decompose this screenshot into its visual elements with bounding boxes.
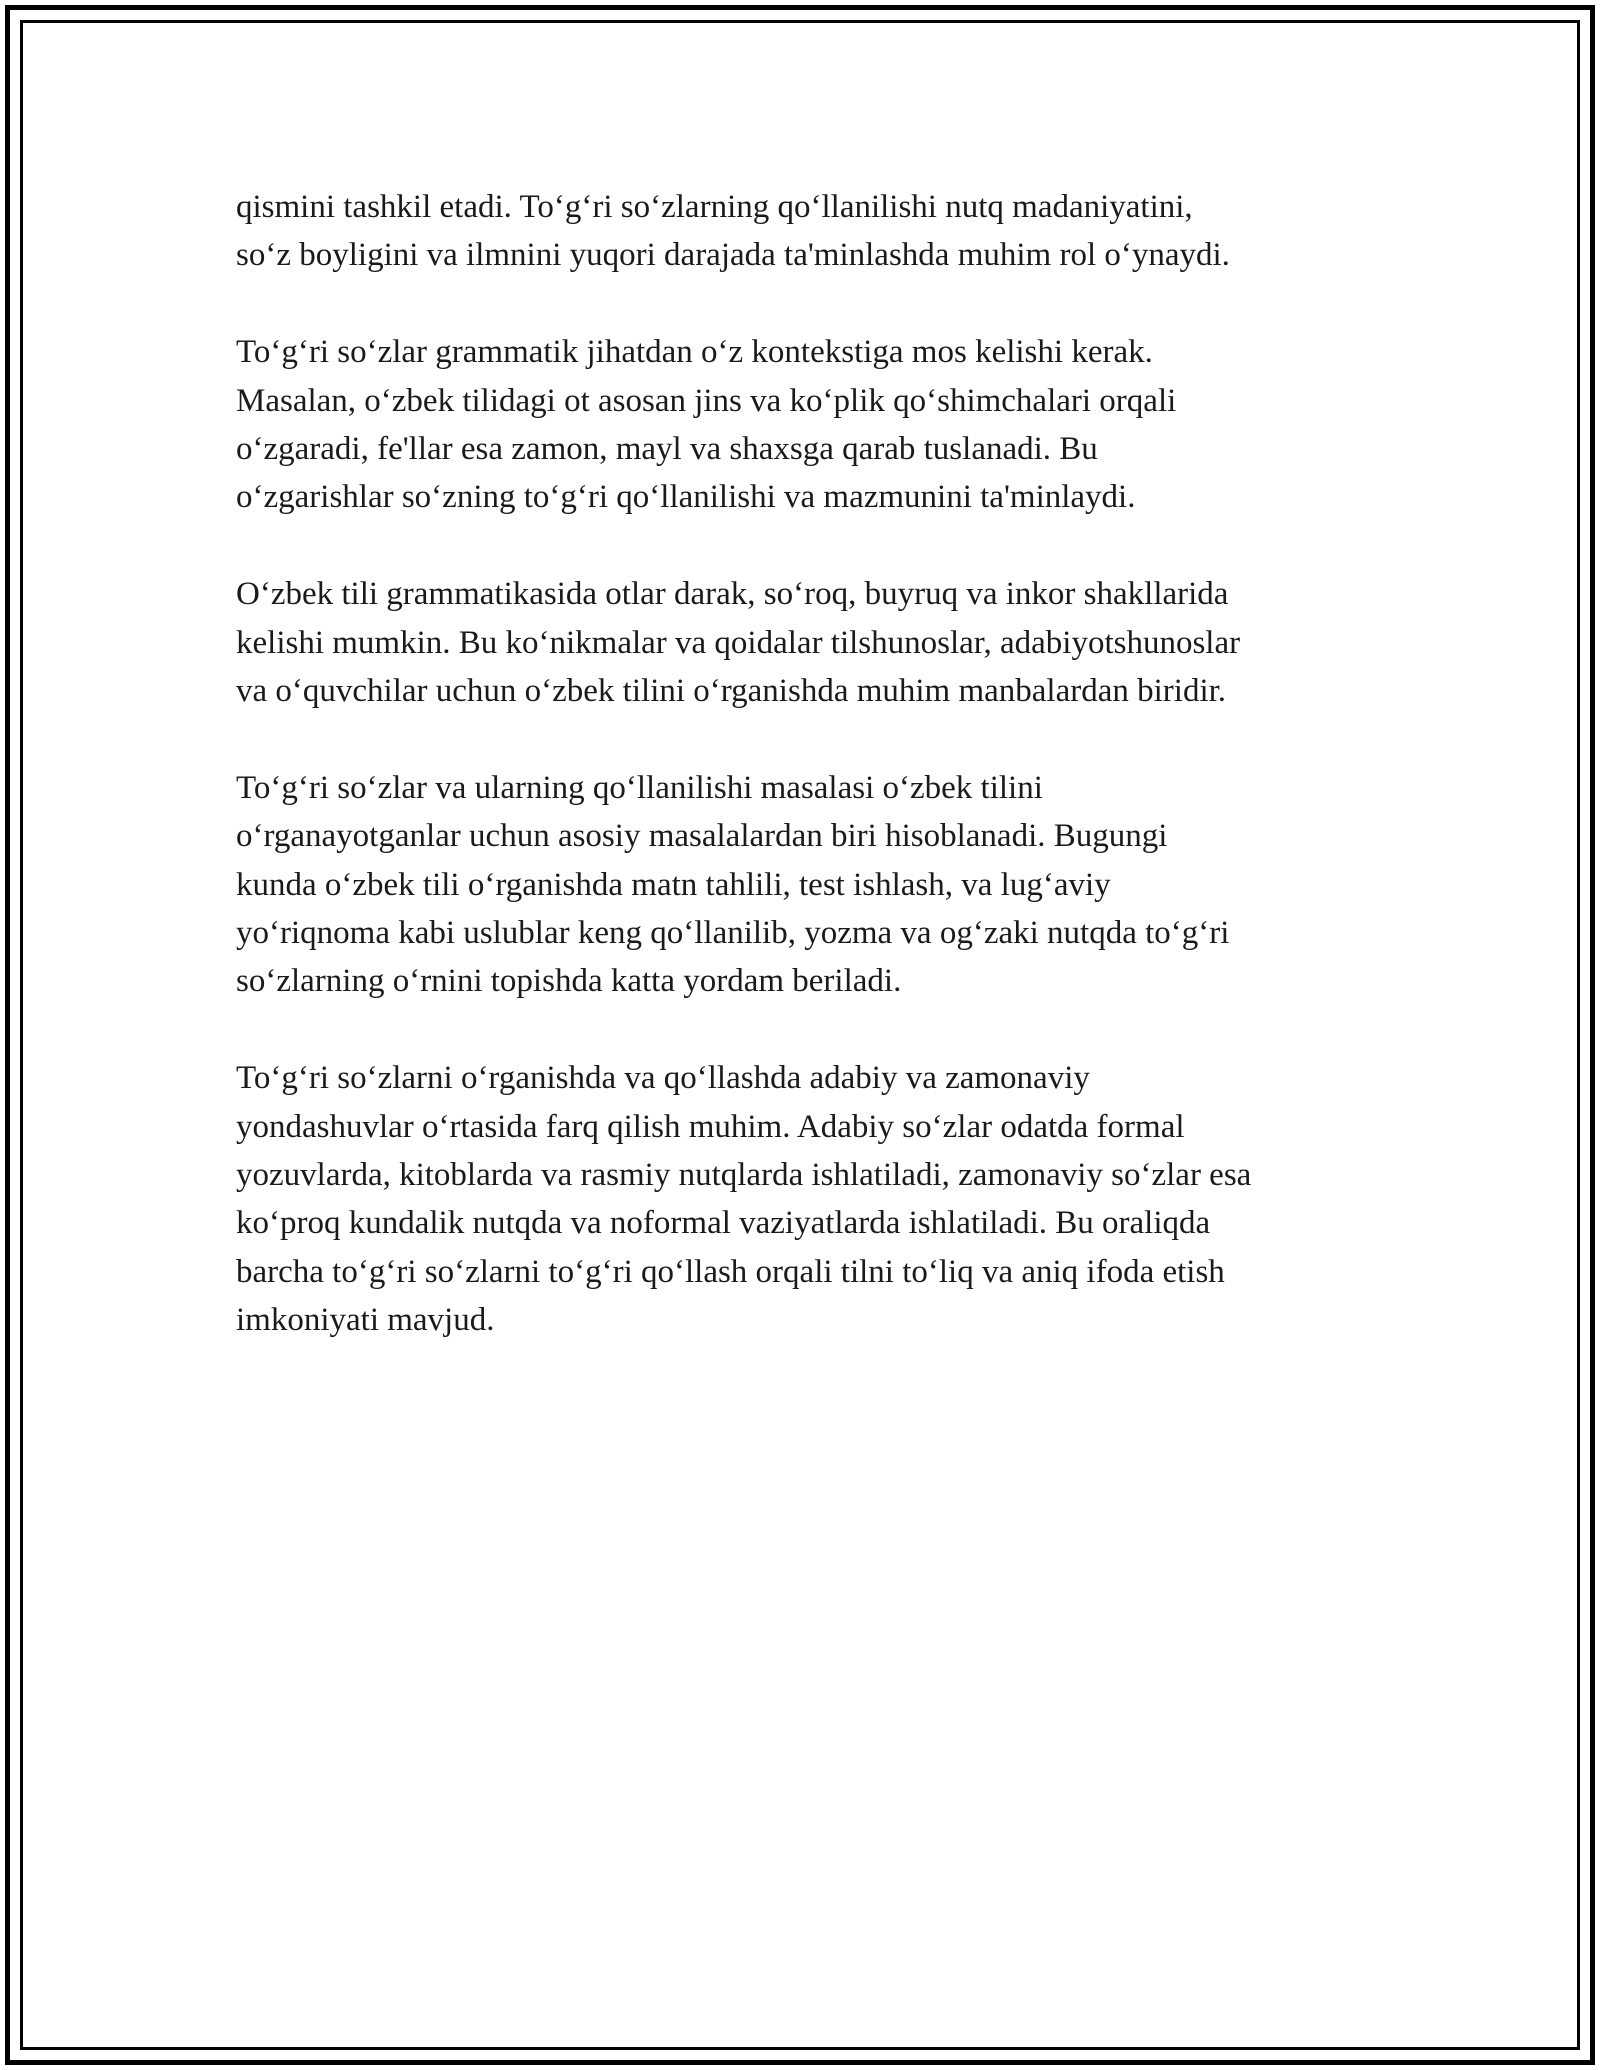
text-line: o‘rganayotganlar uchun asosiy masalalardan biri hisoblanadi. Bugungi xyxy=(236,818,1168,855)
text-line: imkoniyati mavjud. xyxy=(236,1302,495,1339)
paragraph xyxy=(236,328,1386,522)
paragraph xyxy=(236,570,1386,715)
paragraph xyxy=(236,764,1386,1006)
text-line: so‘z boyligini va ilmnini yuqori darajada ta'minlashda muhim rol o‘ynaydi. xyxy=(236,237,1230,274)
text-line: Masalan, o‘zbek tilidagi ot asosan jins va ko‘plik qo‘shimchalari orqali xyxy=(236,382,1177,419)
text-line: so‘zlarning o‘rnini topishda katta yordam beriladi. xyxy=(236,963,902,1000)
text-line: o‘zgarishlar so‘zning to‘g‘ri qo‘llanilishi va mazmunini ta'minlaydi. xyxy=(236,479,1136,516)
text-line: To‘g‘ri so‘zlarni o‘rganishda va qo‘llashda adabiy va zamonaviy xyxy=(236,1060,1090,1097)
text-line: To‘g‘ri so‘zlar va ularning qo‘llanilishi masalasi o‘zbek tilini xyxy=(236,769,1043,806)
text-line: o‘zgaradi, fe'llar esa zamon, mayl va shaxsga qarab tuslanadi. Bu xyxy=(236,431,1098,468)
paragraph xyxy=(236,1054,1386,1344)
text-line: barcha to‘g‘ri so‘zlarni to‘g‘ri qo‘llash orqali tilni to‘liq va aniq ifoda etish xyxy=(236,1253,1225,1290)
text-line: kelishi mumkin. Bu ko‘nikmalar va qoidalar tilshunoslar, adabiyotshunoslar xyxy=(236,624,1241,661)
text-line: yondashuvlar o‘rtasida farq qilish muhim. Adabiy so‘zlar odatda formal xyxy=(236,1108,1185,1145)
paragraph xyxy=(236,183,1386,280)
text-line: qismini tashkil etadi. To‘g‘ri so‘zlarning qo‘llanilishi nutq madaniyatini, xyxy=(236,189,1193,225)
text-line: yozuvlarda, kitoblarda va rasmiy nutqlarda ishlatiladi, zamonaviy so‘zlar esa xyxy=(236,1157,1252,1194)
text-line: yo‘riqnoma kabi uslublar keng qo‘llanilib, yozma va og‘zaki nutqda to‘g‘ri xyxy=(236,915,1230,952)
text-line: ko‘proq kundalik nutqda va noformal vaziyatlarda ishlatiladi. Bu oraliqda xyxy=(236,1205,1211,1242)
text-line: va o‘quvchilar uchun o‘zbek tilini o‘rganishda muhim manbalardan biridir. xyxy=(236,673,1227,710)
document-body xyxy=(236,183,1386,1393)
text-line: kunda o‘zbek tili o‘rganishda matn tahlili, test ishlash, va lug‘aviy xyxy=(236,866,1111,903)
text-line: O‘zbek tili grammatikasida otlar darak, so‘roq, buyruq va inkor shakllarida xyxy=(236,576,1229,613)
text-line: To‘g‘ri so‘zlar grammatik jihatdan o‘z kontekstiga mos kelishi kerak. xyxy=(236,334,1153,371)
